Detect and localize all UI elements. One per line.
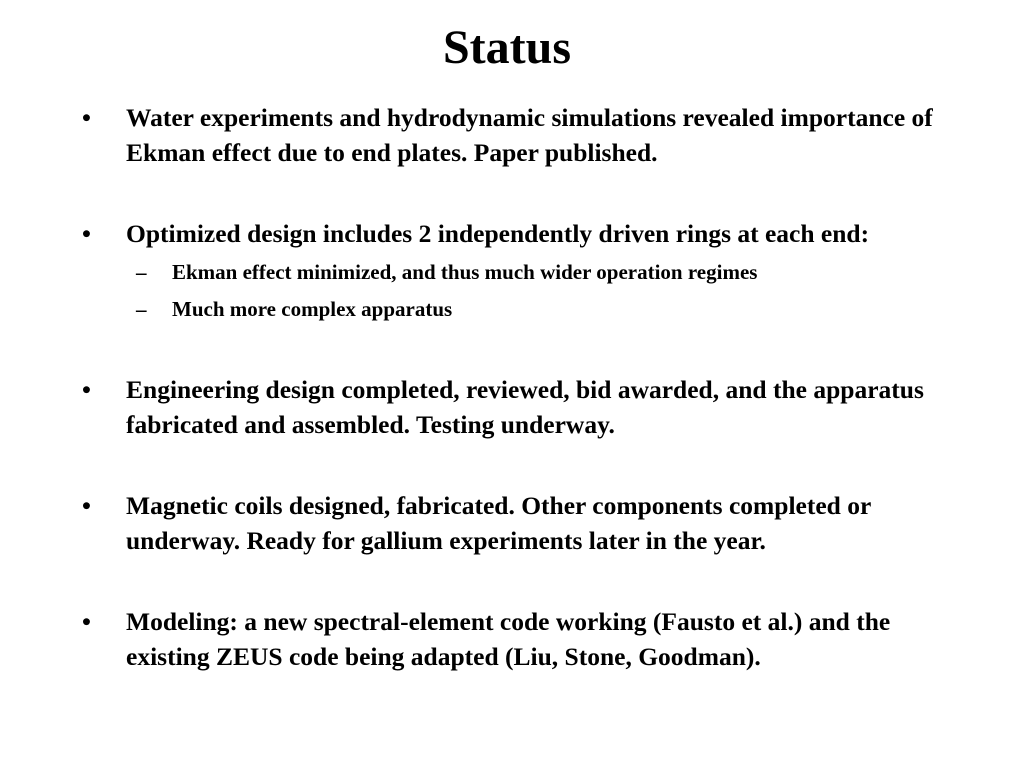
sub-bullet-marker: – [136, 260, 147, 284]
bullet-marker: • [82, 219, 91, 248]
sub-bullet-item [136, 258, 936, 286]
bullet-item [82, 604, 942, 674]
slide-title: Status [442, 21, 572, 74]
sub-bullet-text: Much more complex apparatus [172, 297, 453, 321]
bullet-text: Magnetic coils designed, fabricated. Other components completed or underway. Ready for gallium experiments later in the year. [126, 491, 871, 555]
bullet-item [82, 216, 942, 251]
bullet-marker: • [82, 103, 91, 132]
bullet-item [82, 372, 942, 442]
bullet-item [82, 100, 942, 170]
sub-bullet-text: Ekman effect minimized, and thus much wider operation regimes [172, 260, 758, 284]
bullet-text: Engineering design completed, reviewed, bid awarded, and the apparatus fabricated and assembled. Testing underway. [126, 375, 924, 439]
bullet-text: Optimized design includes 2 independently driven rings at each end: [126, 219, 870, 248]
bullet-marker: • [82, 375, 91, 404]
bullet-marker: • [82, 607, 91, 636]
bullet-text: Modeling: a new spectral-element code working (Fausto et al.) and the existing ZEUS code being adapted (Liu, Stone, Goodman). [126, 607, 891, 671]
bullet-text: Water experiments and hydrodynamic simulations revealed importance of Ekman effect due to end plates. Paper published. [126, 103, 933, 167]
bullet-marker: • [82, 491, 91, 520]
sub-bullet-marker: – [136, 297, 147, 321]
sub-bullet-item [136, 295, 936, 323]
bullet-item [82, 488, 942, 558]
